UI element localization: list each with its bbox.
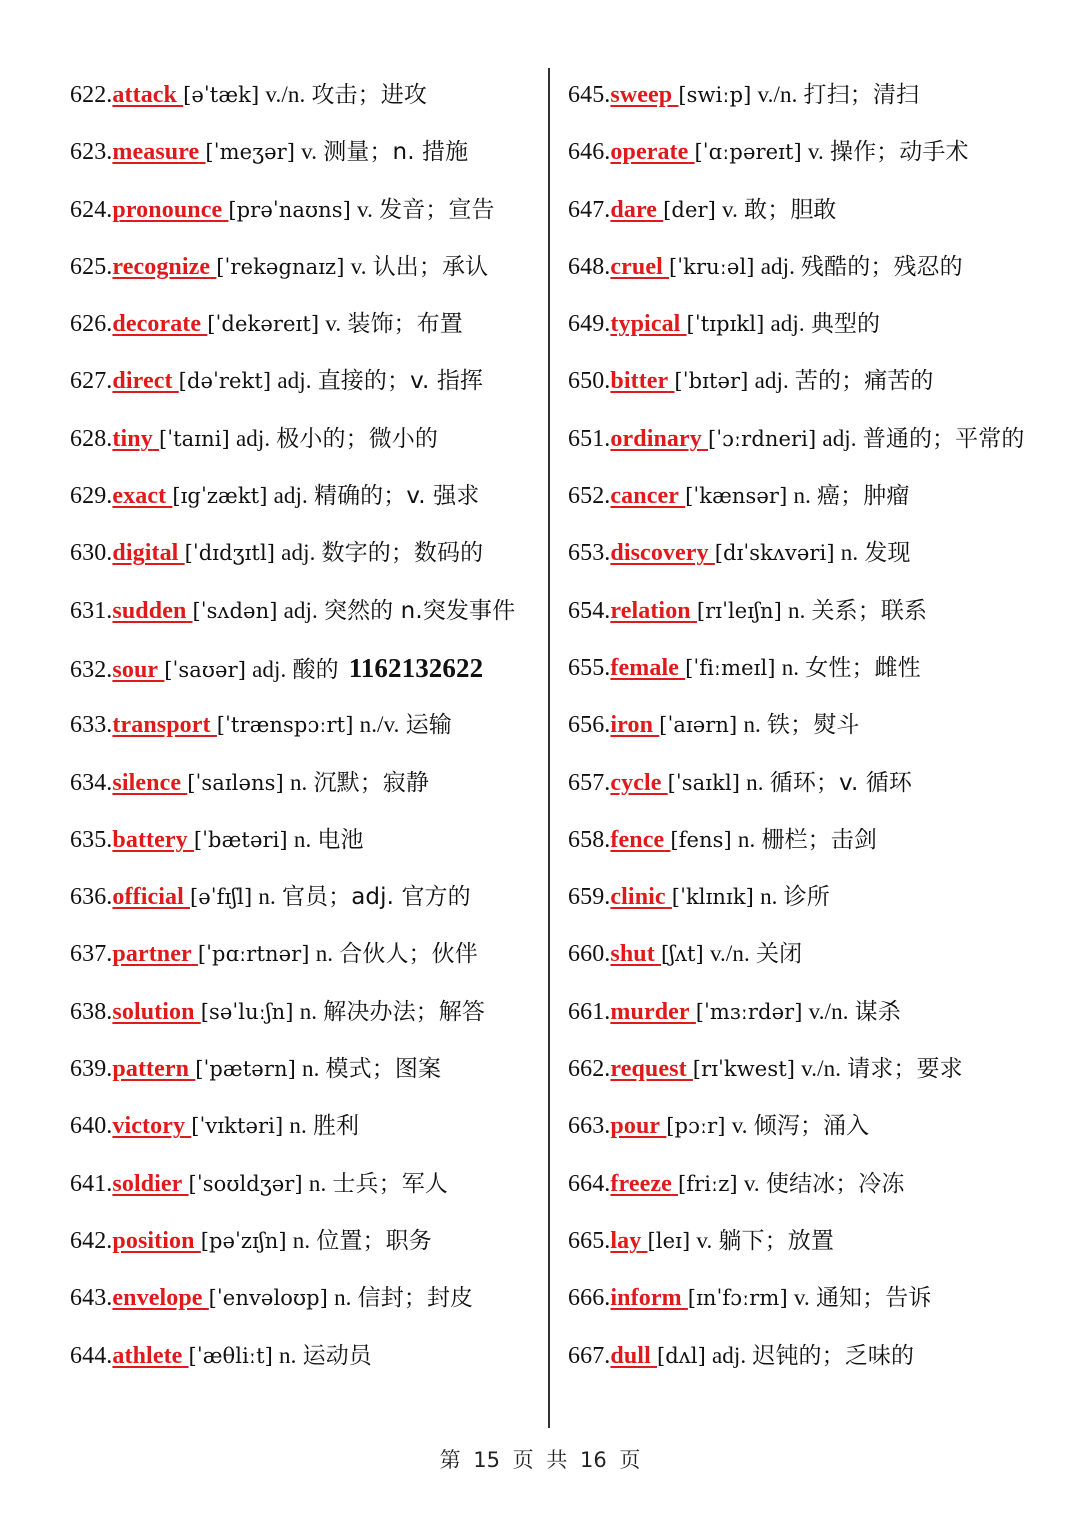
vocab-entry	[568, 187, 1048, 244]
entry-phonetic: [ɪgˈzækt]	[172, 484, 268, 509]
vocab-entry	[568, 1046, 1048, 1103]
entry-meaning: 官员；adj. 官方的	[281, 884, 471, 911]
entry-word: sudden	[112, 597, 187, 624]
entry-phonetic: [ˈtaɪni]	[158, 426, 230, 451]
entry-meaning: 士兵；军人	[332, 1170, 448, 1197]
entry-phonetic: [ˈtɪpɪkl]	[686, 312, 765, 337]
entry-number: 631.	[70, 597, 113, 624]
entry-word: position	[112, 1227, 195, 1254]
vocab-entry	[70, 1333, 540, 1390]
entry-meaning: 模式；图案	[325, 1056, 442, 1083]
entry-meaning: 打扫；清扫	[803, 82, 920, 108]
entry-meaning: 栅栏；击剑	[761, 826, 877, 853]
entry-number: 639.	[70, 1056, 113, 1083]
vocab-entry	[568, 1161, 1048, 1218]
entry-word: recognize	[112, 253, 211, 280]
entry-word: direct	[112, 368, 173, 395]
entry-meaning: 攻击；进攻	[311, 82, 427, 108]
entry-phonetic: [ˈfiːmeɪl]	[685, 655, 776, 680]
entry-word: bitter	[610, 368, 669, 395]
entry-part-of-speech: n.	[737, 826, 756, 852]
entry-number: 641.	[70, 1170, 113, 1197]
entry-word: exact	[112, 483, 167, 510]
vocab-entry	[70, 473, 540, 530]
entry-phonetic: [ˈvɪktəri]	[191, 1114, 284, 1139]
entry-part-of-speech: n.	[308, 1170, 327, 1196]
entry-meaning: 胜利	[312, 1113, 360, 1140]
entry-word: dull	[610, 1342, 651, 1369]
entry-part-of-speech: n.	[781, 654, 800, 680]
entry-word: inform	[610, 1285, 682, 1312]
entry-meaning: 位置；职务	[316, 1227, 432, 1254]
entry-part-of-speech: v./n.	[757, 82, 798, 107]
entry-meaning: 数字的；数码的	[321, 540, 484, 567]
vocab-entry	[70, 1218, 540, 1275]
vocab-entry	[70, 187, 540, 244]
entry-number: 658.	[568, 826, 611, 853]
vocab-entry	[568, 72, 1048, 129]
entry-word: pour	[610, 1113, 661, 1140]
entry-word: dare	[610, 196, 658, 223]
entry-word: freeze	[610, 1170, 672, 1197]
entry-word: envelope	[112, 1285, 203, 1312]
entry-word: official	[112, 884, 184, 911]
entry-meaning: 关闭	[755, 941, 803, 968]
vocab-entry	[70, 588, 540, 645]
entry-number: 623.	[70, 139, 113, 166]
vocab-entry	[70, 1275, 540, 1332]
vocab-entry	[70, 874, 540, 931]
vocab-entry	[568, 874, 1048, 931]
entry-phonetic: [dʌl]	[656, 1343, 706, 1368]
vocab-entry	[70, 129, 540, 186]
entry-part-of-speech: v.	[325, 311, 342, 337]
entry-number: 635.	[70, 826, 113, 853]
column-divider	[548, 68, 550, 1428]
entry-phonetic: [ˈpɑːrtnər]	[197, 942, 310, 967]
vocab-entry	[70, 530, 540, 587]
entry-word: fence	[610, 826, 665, 853]
entry-number: 660.	[568, 941, 611, 968]
entry-phonetic: [ˈsʌdən]	[192, 598, 278, 623]
entry-phonetic: [rɪˈleɪʃn]	[696, 598, 782, 623]
entry-word: shut	[610, 941, 655, 968]
entry-phonetic: [ɪnˈfɔːrm]	[687, 1286, 788, 1311]
left-column	[70, 72, 540, 1390]
entry-meaning: 运输	[405, 712, 452, 739]
entry-word: lay	[610, 1227, 642, 1254]
entry-phonetic: [ˈɑːpəreɪt]	[694, 140, 802, 165]
entry-part-of-speech: n.	[760, 884, 778, 910]
entry-phonetic: [ˈaɪərn]	[659, 713, 738, 738]
entry-part-of-speech: n.	[793, 483, 811, 509]
entry-part-of-speech: n.	[293, 826, 312, 852]
entry-phonetic: [ˈrekəgnaɪz]	[216, 254, 345, 279]
entry-part-of-speech: adj.	[822, 425, 857, 451]
entry-meaning: 请求；要求	[847, 1056, 963, 1083]
entry-part-of-speech: v.	[731, 1113, 748, 1139]
entry-phonetic: [ˈkænsər]	[685, 484, 788, 509]
entry-word: request	[610, 1056, 687, 1083]
vocab-entry	[568, 760, 1048, 817]
entry-number: 666.	[568, 1285, 611, 1312]
entry-meaning: 突然的 n.突发事件	[323, 597, 516, 624]
page-footer: 第 15 页 共 16 页	[439, 1448, 641, 1472]
entry-extra-number: 1162132622	[348, 652, 484, 683]
entry-phonetic: [prəˈnaʊns]	[228, 197, 351, 222]
vocab-entry	[70, 301, 540, 358]
entry-phonetic: [ˈsaʊər]	[164, 657, 247, 682]
entry-number: 657.	[568, 769, 611, 796]
entry-word: operate	[610, 139, 689, 166]
vocab-entry	[70, 645, 540, 702]
entry-meaning: 发音；宣告	[379, 196, 495, 223]
entry-word: cycle	[610, 769, 662, 796]
entry-word: iron	[610, 712, 654, 739]
entry-phonetic: [ˈbætəri]	[193, 827, 288, 852]
entry-word: sour	[112, 656, 159, 683]
entry-phonetic: [pəˈzɪʃn]	[200, 1228, 287, 1253]
entry-word: cruel	[610, 253, 663, 280]
entry-phonetic: [pɔːr]	[666, 1114, 726, 1139]
entry-phonetic: [leɪ]	[647, 1228, 691, 1253]
vocab-entry	[70, 416, 540, 473]
entry-part-of-speech: n.	[258, 884, 276, 910]
entry-word: solution	[112, 998, 195, 1025]
vocab-entry	[568, 1218, 1048, 1275]
entry-part-of-speech: v.	[357, 196, 373, 222]
entry-meaning: 循环；v. 循环	[769, 769, 912, 796]
entry-word: decorate	[112, 311, 202, 338]
entry-meaning: 酸的	[292, 656, 339, 683]
entry-word: pronounce	[112, 196, 223, 223]
entry-number: 650.	[568, 368, 611, 395]
entry-number: 643.	[70, 1285, 113, 1312]
entry-phonetic: [rɪˈkwest]	[692, 1057, 796, 1082]
entry-part-of-speech: n.	[279, 1342, 297, 1368]
entry-number: 626.	[70, 311, 113, 338]
vocab-entry	[70, 72, 540, 129]
entry-phonetic: [ˈɔːrdneri]	[707, 426, 817, 451]
entry-meaning: 苦的；痛苦的	[794, 368, 934, 395]
entry-phonetic: [dəˈrekt]	[178, 369, 272, 394]
entry-word: female	[610, 654, 679, 681]
entry-word: partner	[112, 941, 192, 968]
vocab-entry	[568, 129, 1048, 186]
entry-part-of-speech: adj.	[770, 311, 805, 337]
entry-number: 632.	[70, 656, 113, 683]
entry-number: 625.	[70, 253, 113, 280]
entry-part-of-speech: n.	[334, 1285, 352, 1311]
vocab-entry	[70, 702, 540, 759]
vocab-entry	[70, 358, 540, 415]
vocab-entry	[568, 989, 1048, 1046]
entry-word: tiny	[112, 425, 153, 452]
entry-number: 628.	[70, 425, 113, 452]
entry-meaning: 认出；承认	[372, 253, 489, 280]
entry-meaning: 通知；告诉	[815, 1285, 932, 1312]
entry-number: 667.	[568, 1342, 611, 1369]
entry-part-of-speech: n.	[301, 1056, 320, 1082]
entry-phonetic: [ʃʌt]	[660, 942, 704, 967]
entry-phonetic: [dɪˈskʌvəri]	[714, 541, 835, 566]
entry-meaning: 迟钝的；乏味的	[752, 1342, 915, 1369]
entry-number: 648.	[568, 253, 611, 280]
vocab-entry	[568, 530, 1048, 587]
entry-phonetic: [ˈdekəreɪt]	[207, 312, 320, 337]
entry-number: 624.	[70, 196, 113, 223]
entry-number: 630.	[70, 540, 113, 567]
entry-meaning: 女性；雌性	[805, 654, 921, 681]
entry-number: 642.	[70, 1227, 113, 1254]
entry-number: 640.	[70, 1113, 113, 1140]
entry-number: 646.	[568, 139, 611, 166]
entry-number: 655.	[568, 654, 611, 681]
entry-word: athlete	[112, 1342, 183, 1369]
entry-part-of-speech: adj.	[711, 1342, 747, 1368]
entry-meaning: 倾泻；涌入	[753, 1113, 870, 1140]
entry-part-of-speech: adj.	[283, 597, 318, 623]
entry-word: cancer	[610, 483, 679, 510]
entry-meaning: 信封；封皮	[357, 1285, 474, 1312]
entry-meaning: 极小的；微小的	[276, 425, 438, 452]
entry-phonetic: [ˈdɪdʒɪtl]	[184, 541, 276, 566]
entry-part-of-speech: n.	[743, 712, 761, 738]
entry-phonetic: [ˈsaɪləns]	[187, 770, 284, 795]
entry-number: 629.	[70, 483, 113, 510]
entry-meaning: 发现	[864, 540, 911, 567]
entry-number: 662.	[568, 1056, 611, 1083]
entry-number: 627.	[70, 368, 113, 395]
entry-word: typical	[610, 311, 681, 338]
entry-meaning: 使结冰；冷冻	[765, 1170, 905, 1197]
entry-phonetic: [der]	[663, 197, 716, 222]
entry-number: 633.	[70, 712, 113, 739]
vocab-entry	[70, 817, 540, 874]
entry-word: victory	[112, 1113, 186, 1140]
vocab-entry	[568, 301, 1048, 358]
entry-number: 649.	[568, 311, 611, 338]
vocab-entry	[568, 817, 1048, 874]
entry-phonetic: [ˈtrænspɔːrt]	[216, 713, 354, 738]
entry-phonetic: [ˈkruːəl]	[669, 254, 755, 279]
entry-part-of-speech: n.	[289, 769, 308, 795]
entry-part-of-speech: n.	[840, 540, 859, 566]
entry-part-of-speech: n.	[299, 998, 318, 1024]
vocab-entry	[70, 244, 540, 301]
entry-meaning: 测量；n. 措施	[323, 139, 469, 166]
entry-meaning: 运动员	[302, 1342, 372, 1369]
entry-number: 659.	[568, 884, 611, 911]
entry-meaning: 关系；联系	[811, 597, 928, 624]
entry-word: attack	[112, 82, 177, 108]
vocab-entry	[568, 588, 1048, 645]
entry-part-of-speech: v.	[793, 1285, 810, 1311]
entry-word: measure	[112, 139, 200, 166]
vocab-entry	[70, 931, 540, 988]
entry-number: 653.	[568, 540, 611, 567]
entry-number: 652.	[568, 483, 611, 510]
entry-word: pattern	[112, 1056, 190, 1083]
vocab-entry	[568, 244, 1048, 301]
vocab-entry	[568, 702, 1048, 759]
entry-part-of-speech: v.	[301, 139, 318, 165]
entry-part-of-speech: n.	[787, 597, 806, 623]
vocab-entry	[568, 931, 1048, 988]
entry-part-of-speech: adj.	[281, 540, 316, 566]
entry-phonetic: [ˈsoʊldʒər]	[188, 1171, 303, 1196]
entry-meaning: 电池	[317, 826, 364, 853]
entry-number: 664.	[568, 1170, 611, 1197]
entry-part-of-speech: v.	[696, 1227, 713, 1253]
entry-phonetic: [ˈmeʒər]	[205, 140, 296, 165]
vocab-entry	[70, 760, 540, 817]
entry-meaning: 典型的	[810, 311, 881, 338]
entry-number: 654.	[568, 597, 611, 624]
entry-meaning: 敢；胆敢	[744, 196, 837, 223]
entry-phonetic: [friːz]	[677, 1171, 738, 1196]
entry-phonetic: [ˈsaɪkl]	[667, 770, 741, 795]
entry-part-of-speech: n.	[746, 769, 764, 795]
vocab-entry	[568, 416, 1048, 473]
entry-word: discovery	[610, 540, 709, 567]
vocab-entry	[70, 989, 540, 1046]
entry-part-of-speech: v.	[807, 139, 824, 165]
entry-phonetic: [ˈbɪtər]	[674, 369, 749, 394]
entry-phonetic: [fens]	[670, 827, 732, 852]
vocab-entry	[568, 645, 1048, 702]
entry-part-of-speech: v./n.	[808, 998, 849, 1024]
vocab-entry	[568, 358, 1048, 415]
entry-word: clinic	[610, 884, 666, 911]
entry-word: murder	[610, 998, 690, 1025]
entry-number: 644.	[70, 1342, 113, 1369]
entry-part-of-speech: v./n.	[709, 941, 750, 967]
entry-meaning: 普通的；平常的	[862, 425, 1025, 452]
vocab-entry	[70, 1161, 540, 1218]
entry-phonetic: [əˈfɪʃl]	[189, 885, 253, 910]
vocab-entry	[70, 1103, 540, 1160]
entry-phonetic: [ˈklɪnɪk]	[671, 885, 754, 910]
entry-phonetic: [ˈæθliːt]	[188, 1343, 273, 1368]
entry-part-of-speech: adj.	[235, 425, 271, 451]
entry-word: silence	[112, 769, 182, 796]
entry-number: 663.	[568, 1113, 611, 1140]
entry-phonetic: [əˈtæk]	[183, 83, 260, 107]
entry-meaning: 装饰；布置	[347, 311, 463, 338]
entry-part-of-speech: adj.	[273, 483, 308, 509]
entry-number: 645.	[568, 82, 611, 108]
entry-part-of-speech: adj.	[754, 368, 789, 394]
entry-number: 661.	[568, 998, 611, 1025]
vocab-entry	[70, 1046, 540, 1103]
entry-number: 647.	[568, 196, 611, 223]
entry-phonetic: [ˈmɜːrdər]	[695, 999, 803, 1024]
entry-meaning: 解决办法；解答	[323, 998, 485, 1025]
entry-part-of-speech: n.	[315, 941, 334, 967]
entry-word: relation	[610, 597, 691, 624]
entry-number: 665.	[568, 1227, 611, 1254]
entry-phonetic: [swiːp]	[678, 83, 752, 107]
entry-number: 634.	[70, 769, 113, 796]
entry-phonetic: [ˈenvəloʊp]	[208, 1286, 328, 1311]
entry-meaning: 直接的；v. 指挥	[317, 368, 484, 395]
entry-meaning: 精确的；v. 强求	[313, 483, 480, 510]
entry-meaning: 残酷的；残忍的	[801, 253, 963, 280]
entry-word: battery	[112, 826, 188, 853]
entry-number: 651.	[568, 425, 611, 452]
entry-word: sweep	[610, 82, 673, 108]
entry-part-of-speech: v.	[722, 196, 739, 222]
entry-meaning: 谋杀	[854, 998, 901, 1025]
entry-number: 636.	[70, 884, 113, 911]
vocab-entry	[568, 473, 1048, 530]
vocab-entry	[568, 1275, 1048, 1332]
entry-number: 637.	[70, 941, 113, 968]
entry-word: ordinary	[610, 425, 702, 452]
entry-meaning: 躺下；放置	[718, 1227, 834, 1254]
entry-number: 656.	[568, 712, 611, 739]
entry-part-of-speech: n.	[289, 1113, 307, 1139]
entry-part-of-speech: adj.	[277, 368, 312, 394]
entry-phonetic: [səˈluːʃn]	[200, 999, 294, 1024]
entry-meaning: 诊所	[783, 884, 830, 911]
entry-part-of-speech: v.	[743, 1170, 760, 1196]
vocab-entry	[568, 1333, 1048, 1390]
entry-part-of-speech: n./v.	[359, 712, 400, 738]
entry-meaning: 铁；熨斗	[767, 712, 860, 739]
entry-part-of-speech: v.	[350, 253, 367, 279]
entry-part-of-speech: adj.	[760, 253, 795, 279]
entry-part-of-speech: v./n.	[801, 1056, 842, 1082]
entry-part-of-speech: adj.	[252, 656, 287, 682]
entry-part-of-speech: n.	[292, 1227, 311, 1253]
entry-phonetic: [ˈpætərn]	[195, 1057, 296, 1082]
entry-word: soldier	[112, 1170, 183, 1197]
entry-meaning: 合伙人；伙伴	[339, 941, 478, 968]
right-column	[568, 72, 1048, 1390]
entry-number: 638.	[70, 998, 113, 1025]
entry-word: digital	[112, 540, 179, 567]
entry-number: 622.	[70, 82, 113, 108]
entry-meaning: 沉默；寂静	[313, 769, 429, 796]
entry-word: transport	[112, 712, 211, 739]
entry-part-of-speech: v./n.	[265, 82, 306, 107]
entry-meaning: 操作；动手术	[829, 139, 969, 166]
entry-meaning: 癌；肿瘤	[817, 483, 910, 510]
vocab-entry	[568, 1103, 1048, 1160]
